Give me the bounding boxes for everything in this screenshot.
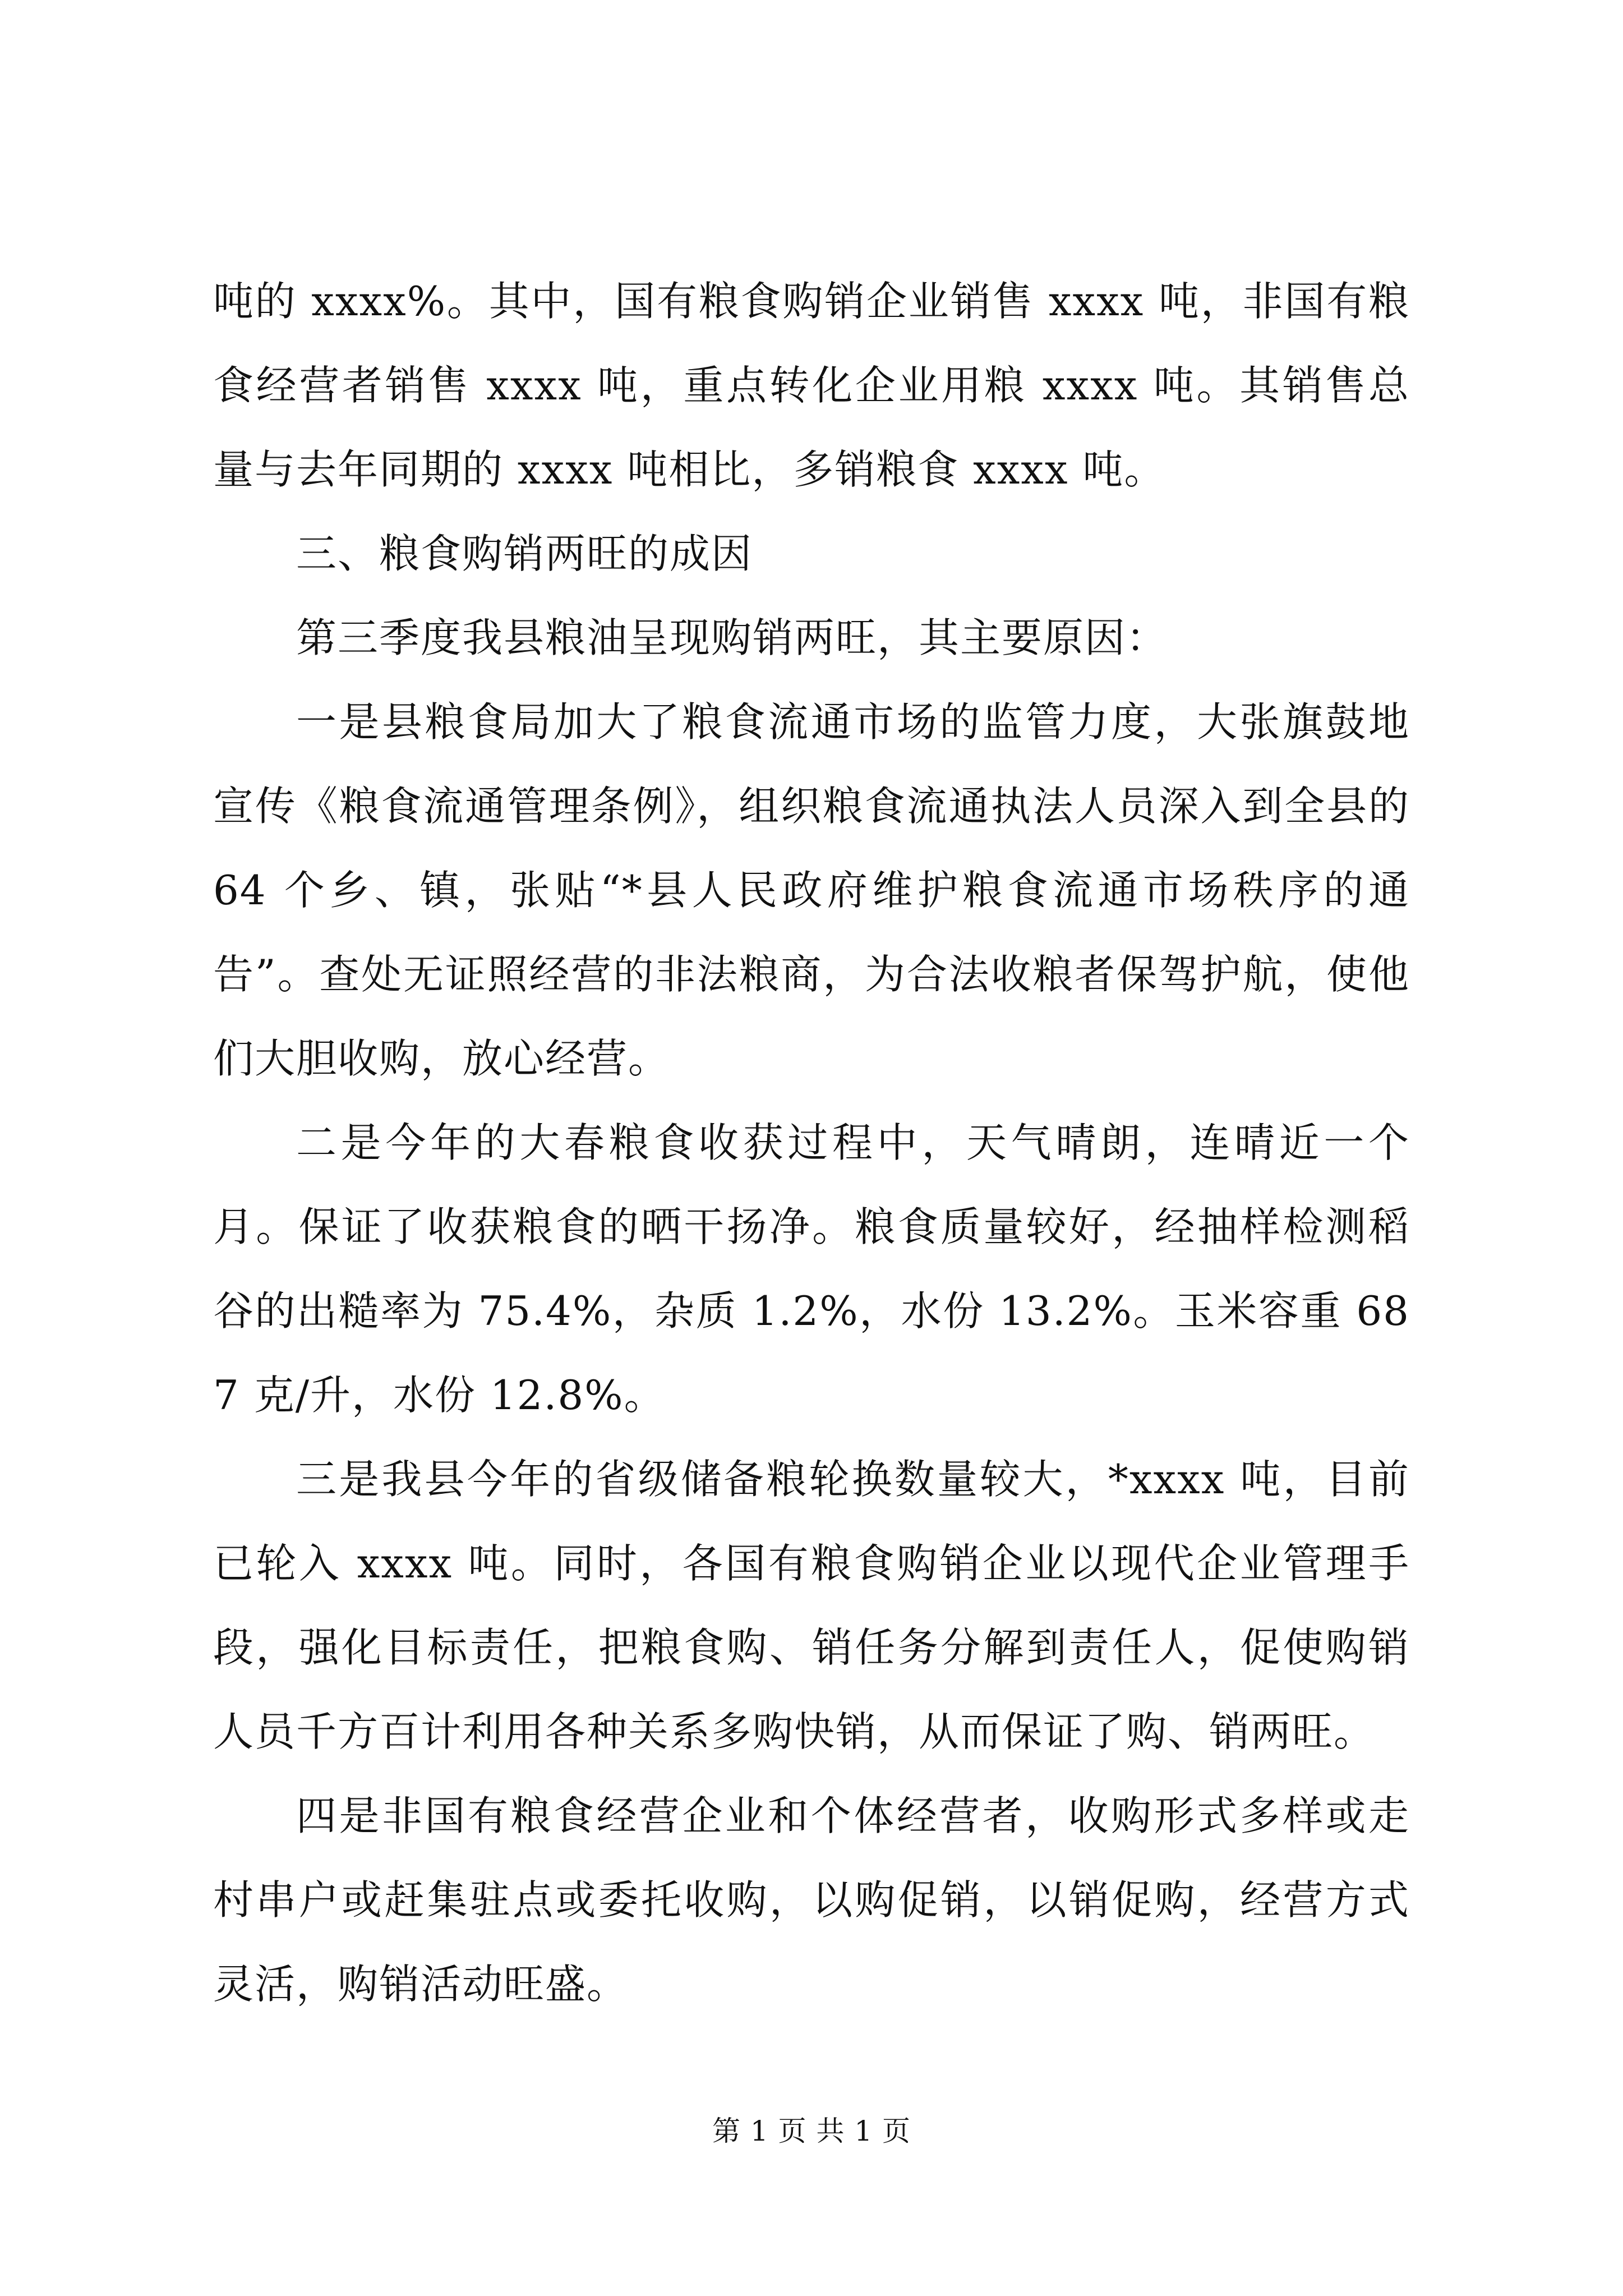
paragraph-reason-two: 二是今年的大春粮食收获过程中，天气晴朗，连晴近一个月。保证了收获粮食的晒干扬净。粮食质量较好，经抽样检测稻谷的出糙率为 75.4%，杂质 1.2%，水份 13.2%。玉米容重 687 克/升，水份 12.8%。 [213,1119,1410,1419]
paragraph-intro-reasons: 第三季度我县粮油呈现购销两旺，其主要原因： [296,614,1168,661]
paragraph-reason-four: 四是非国有粮食经营企业和个体经营者，收购形式多样或走村串户或赶集驻点或委托收购，以购促销，以销促购，经营方式灵活，购销活动旺盛。 [213,1792,1410,2008]
paragraph-sales-summary: 吨的 xxxx%。其中，国有粮食购销企业销售 xxxx 吨，非国有粮食经营者销售 xxxx 吨，重点转化企业用粮 xxxx 吨。其销售总量与去年同期的 xxxx 吨相比，多销粮食 xxxx 吨。 [213,278,1410,493]
section-heading-causes: 三、粮食购销两旺的成因 [296,530,753,577]
document-body [213,259,1410,2026]
paragraph-reason-one: 一是县粮食局加大了粮食流通市场的监管力度，大张旗鼓地宣传《粮食流通管理条例》，组织粮食流通执法人员深入到全县的 64 个乡、镇，张贴“*县人民政府维护粮食流通市场秩序的通告”。查处无证照经营的非法粮商，为合法收粮者保驾护航，使他们大胆收购，放心经营。 [213,698,1410,1082]
page-number-footer: 第 1 页 共 1 页 [712,2115,911,2147]
paragraph-reason-three: 三是我县今年的省级储备粮轮换数量较大，*xxxx 吨，目前已轮入 xxxx 吨。同时，各国有粮食购销企业以现代企业管理手段，强化目标责任，把粮食购、销任务分解到责任人，促使购销人员千方百计利用各种关系多购快销，从而保证了购、销两旺。 [213,1456,1410,1755]
